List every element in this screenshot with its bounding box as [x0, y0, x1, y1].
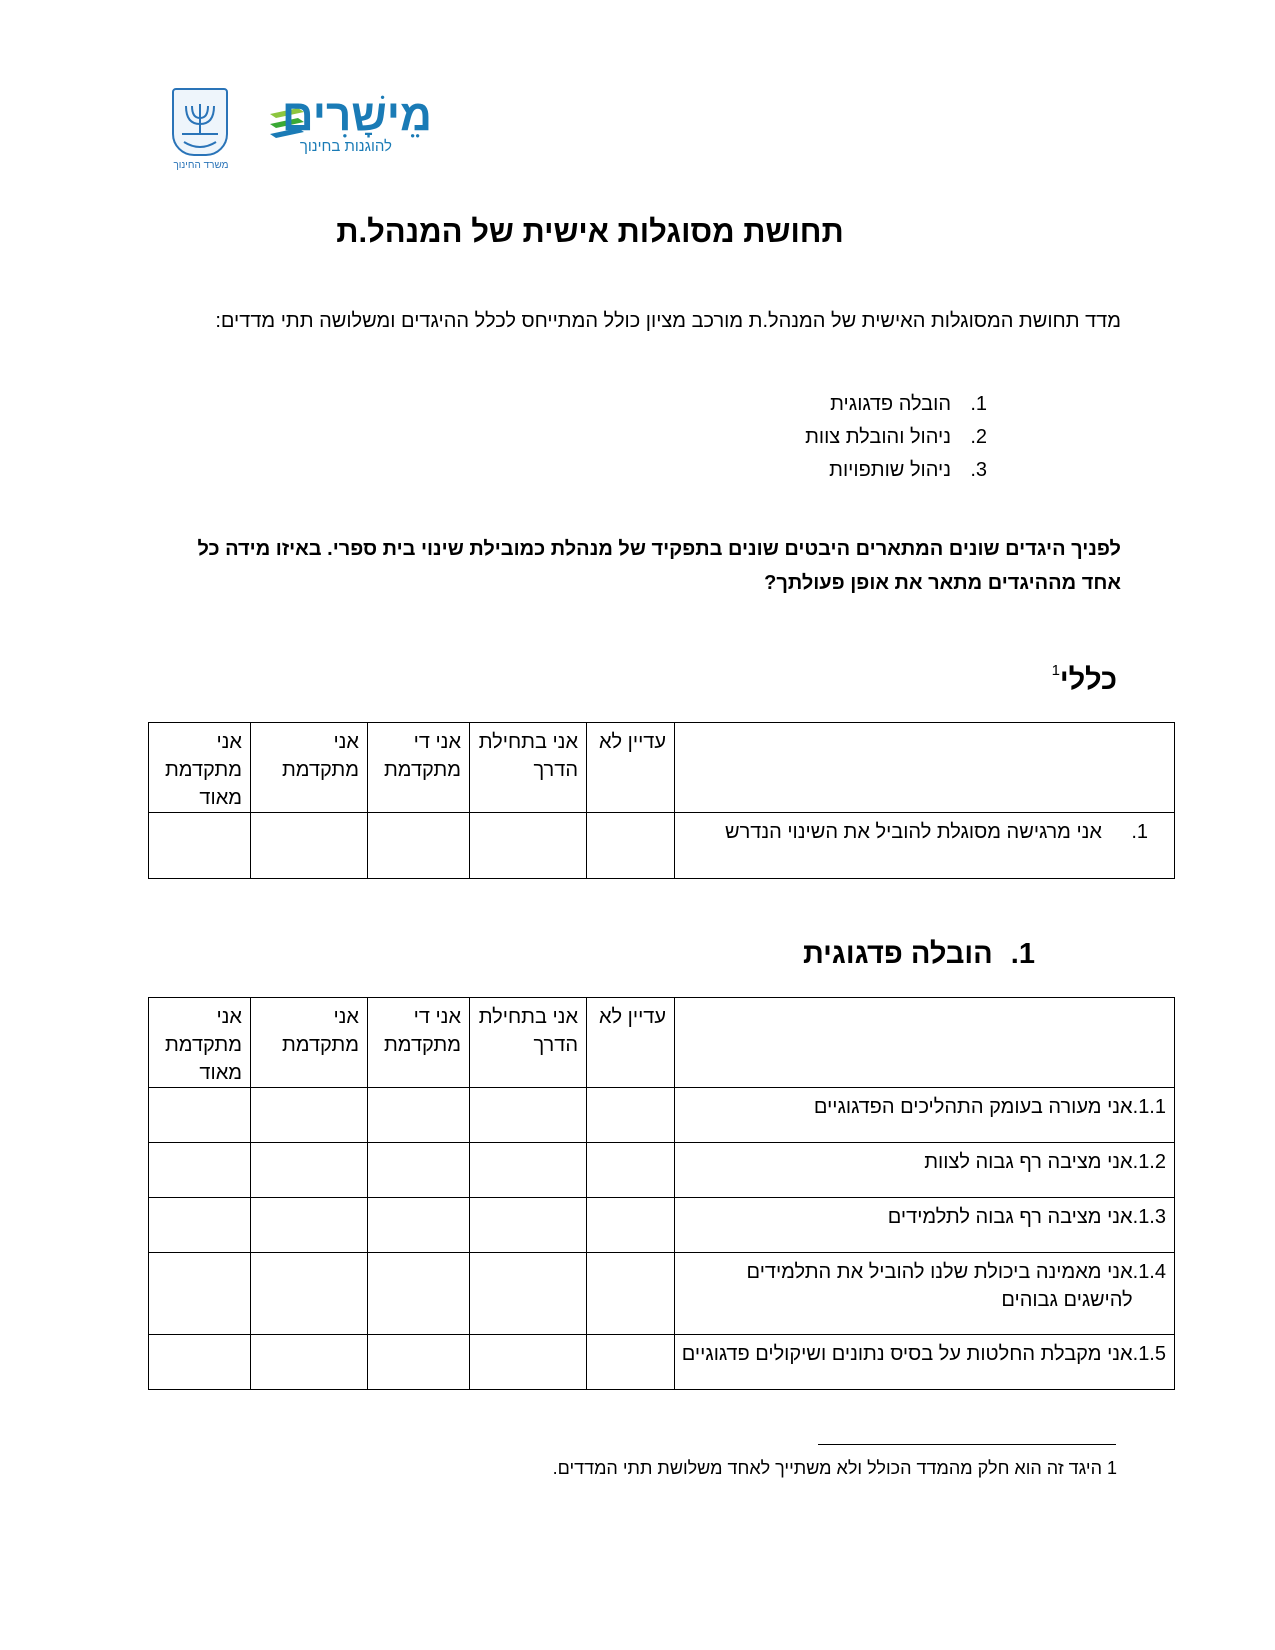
table-row — [149, 1143, 1175, 1198]
table-row — [149, 1198, 1175, 1253]
rating-cell[interactable] — [470, 1143, 587, 1198]
rating-cell[interactable] — [149, 1143, 251, 1198]
table-header-row — [149, 998, 1175, 1088]
list-item: 3. ניהול שותפויות — [829, 459, 987, 481]
scale-header: אני בתחילת הדרך — [470, 998, 587, 1088]
statement-cell: 1.4. אני מאמינה ביכולת שלנו להוביל את התלמידים להישגים גבוהים — [675, 1253, 1175, 1335]
rating-cell[interactable] — [587, 1088, 675, 1143]
rating-cell[interactable] — [587, 1253, 675, 1335]
scale-header: אני די מתקדמת — [368, 723, 470, 813]
rating-cell[interactable] — [368, 1253, 470, 1335]
sub-index-list — [687, 388, 987, 487]
statement-header-cell — [675, 998, 1175, 1088]
statement-cell: 1.2. אני מציבה רף גבוה לצוות — [675, 1143, 1175, 1198]
rating-cell[interactable] — [149, 813, 251, 879]
section-heading-pedagogy: 1.הובלה פדגוגית — [802, 938, 1035, 970]
statement-cell: 1.3. אני מציבה רף גבוה לתלמידים — [675, 1198, 1175, 1253]
rating-cell[interactable] — [587, 1335, 675, 1390]
rating-cell[interactable] — [149, 1335, 251, 1390]
scale-header: אני מתקדמת מאוד — [149, 723, 251, 813]
rating-table-pedagogy — [148, 997, 1175, 1390]
footnote-separator — [818, 1444, 1116, 1445]
rating-cell[interactable] — [251, 1088, 368, 1143]
scale-header: עדיין לא — [587, 723, 675, 813]
rating-cell[interactable] — [470, 1253, 587, 1335]
table-row — [149, 813, 1175, 879]
rating-cell[interactable] — [587, 813, 675, 879]
list-item: 1. הובלה פדגוגית — [830, 393, 987, 415]
rating-cell[interactable] — [368, 1088, 470, 1143]
mesharim-wordmark: מֵישָׁרִים — [281, 91, 432, 140]
rating-cell[interactable] — [368, 1335, 470, 1390]
scale-header: עדיין לא — [587, 998, 675, 1088]
mesharim-tagline: להוגנות בחינוך — [299, 138, 392, 155]
mesharim-logo — [262, 92, 432, 162]
rating-cell[interactable] — [470, 813, 587, 879]
table-row — [149, 1088, 1175, 1143]
rating-cell[interactable] — [368, 1198, 470, 1253]
rating-cell[interactable] — [149, 1198, 251, 1253]
rating-cell[interactable] — [149, 1253, 251, 1335]
menorah-emblem-icon — [172, 88, 228, 156]
statement-cell: 1.1. אני מעורה בעומק התהליכים הפדגוגיים — [675, 1088, 1175, 1143]
intro-paragraph: מדד תחושת המסוגלות האישית של המנהל.ת מורכב מציון כולל המתייחס לכלל ההיגדים ומשלושה תתי מדדים: — [215, 310, 1121, 332]
instructions: לפניך היגדים שונים המתארים היבטים שונים בתפקיד של מנהלת כמובילת שינוי בית ספרי. באיזו מידה כל אחד מההיגדים מתאר את אופן פעולתך? — [197, 538, 1121, 594]
statement-cell: 1.5. אני מקבלת החלטות על בסיס נתונים ושיקולים פדגוגיים — [675, 1335, 1175, 1390]
rating-cell[interactable] — [368, 1143, 470, 1198]
table-header-row — [149, 723, 1175, 813]
footnote-mark: 1 — [1051, 662, 1060, 679]
rating-cell[interactable] — [470, 1088, 587, 1143]
rating-cell[interactable] — [251, 1335, 368, 1390]
rating-cell[interactable] — [587, 1198, 675, 1253]
scale-header: אני מתקדמת — [251, 998, 368, 1088]
list-item: 2. ניהול והובלת צוות — [805, 426, 987, 448]
page-title: תחושת מסוגלות אישית של המנהל.ת — [336, 214, 844, 249]
ministry-of-education-logo — [172, 88, 230, 174]
statement-header-cell — [675, 723, 1175, 813]
rating-cell[interactable] — [587, 1143, 675, 1198]
rating-cell[interactable] — [251, 813, 368, 879]
rating-cell[interactable] — [251, 1253, 368, 1335]
table-row — [149, 1253, 1175, 1335]
statement-cell: 1. אני מרגישה מסוגלת להוביל את השינוי הנדרש — [675, 813, 1175, 879]
scale-header: אני מתקדמת מאוד — [149, 998, 251, 1088]
scale-header: אני די מתקדמת — [368, 998, 470, 1088]
scale-header: אני מתקדמת — [251, 723, 368, 813]
rating-cell[interactable] — [149, 1088, 251, 1143]
section-heading-general: כללי$^1$ — [1051, 662, 1117, 696]
rating-cell[interactable] — [470, 1198, 587, 1253]
table-row — [149, 1335, 1175, 1390]
rating-cell[interactable] — [368, 813, 470, 879]
rating-table-general — [148, 722, 1175, 879]
scale-header: אני בתחילת הדרך — [470, 723, 587, 813]
rating-cell[interactable] — [251, 1143, 368, 1198]
rating-cell[interactable] — [470, 1335, 587, 1390]
rating-cell[interactable] — [251, 1198, 368, 1253]
footnote: 1 היגד זה הוא חלק מהמדד הכולל ולא משתייך לאחד משלושת תתי המדדים. — [552, 1458, 1117, 1478]
ministry-caption: משרד החינוך — [173, 160, 229, 171]
